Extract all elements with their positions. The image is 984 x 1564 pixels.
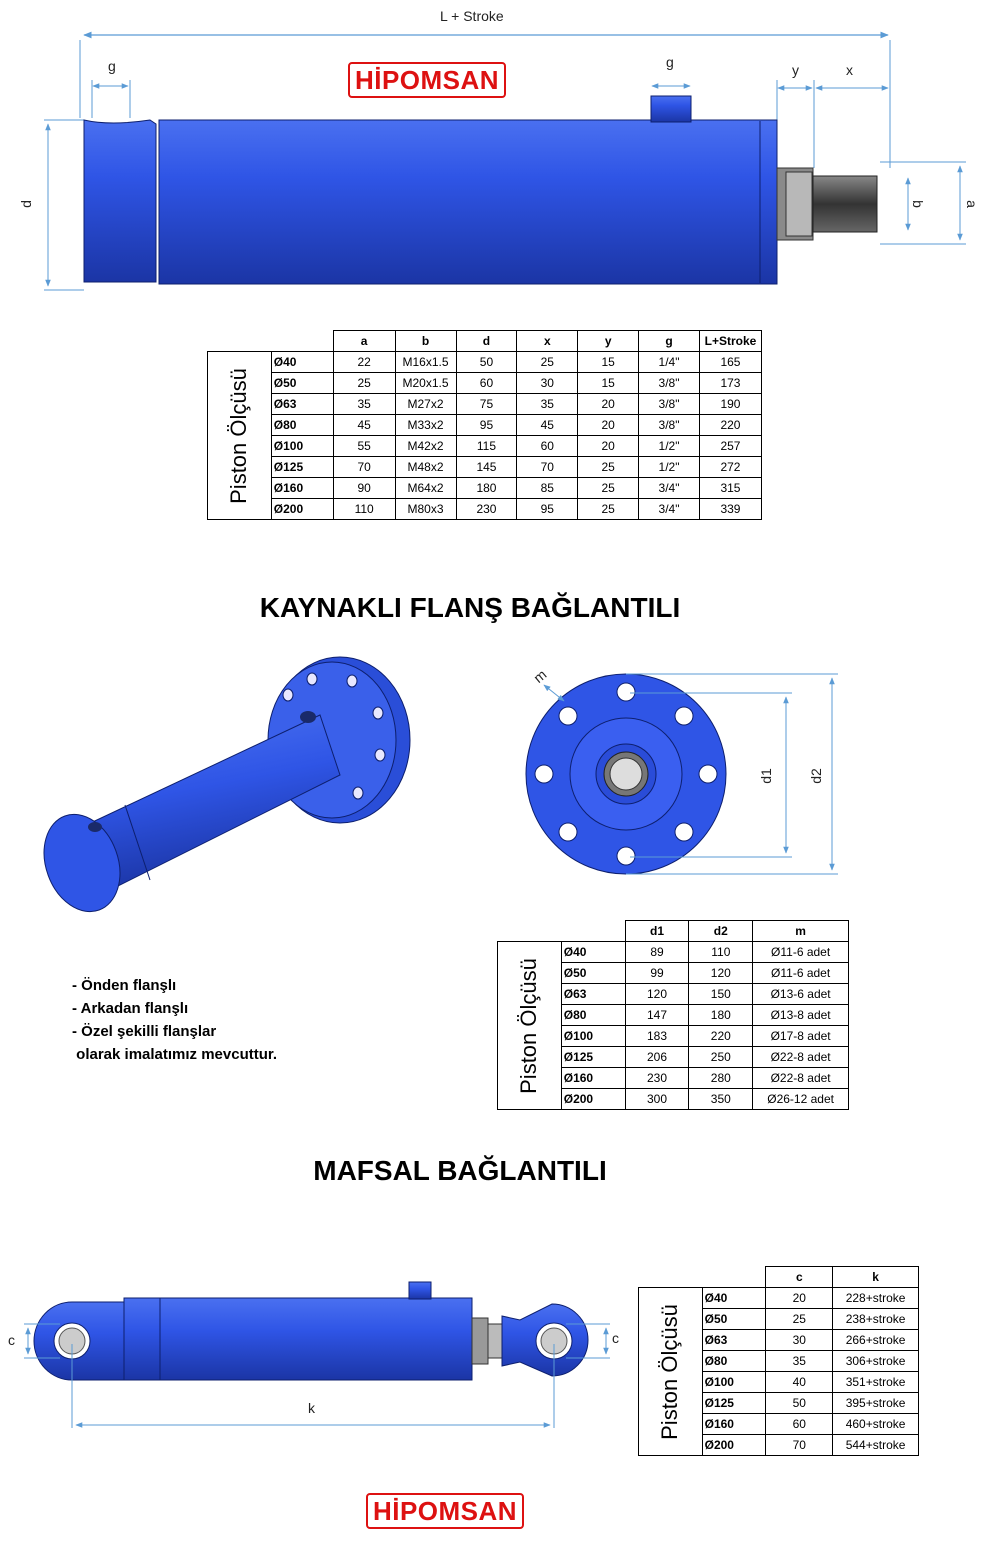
table-cell: 180 [456, 478, 517, 499]
dim-c-right-label: c [612, 1330, 619, 1346]
clevis-cylinder-drawing [0, 1280, 630, 1430]
table-cell: M33x2 [395, 415, 456, 436]
row-header: Ø63 [561, 984, 625, 1005]
table-cell: 55 [333, 436, 395, 457]
table-row [498, 942, 849, 963]
table-cell: 351+stroke [833, 1372, 919, 1393]
table-cell: 147 [625, 1005, 689, 1026]
column-header: L+Stroke [699, 331, 761, 352]
row-header: Ø80 [561, 1005, 625, 1026]
table-cell: 220 [689, 1026, 753, 1047]
table-cell: 315 [699, 478, 761, 499]
table-cell: 300 [625, 1089, 689, 1110]
table-cell: 20 [766, 1288, 833, 1309]
table-cell: 75 [456, 394, 517, 415]
table-cell: 85 [517, 478, 578, 499]
table-cell: 220 [699, 415, 761, 436]
dim-d2-label: d2 [807, 768, 824, 784]
row-header: Ø200 [561, 1089, 625, 1110]
row-header: Ø100 [271, 436, 333, 457]
table-cell: Ø22-8 adet [753, 1047, 849, 1068]
row-header: Ø63 [702, 1330, 766, 1351]
table-cell: 25 [578, 457, 639, 478]
header-blank [498, 921, 626, 942]
table-header-row [639, 1267, 919, 1288]
row-header: Ø160 [561, 1068, 625, 1089]
table-cell: 25 [333, 373, 395, 394]
row-header: Ø50 [271, 373, 333, 394]
table-cell: 350 [689, 1089, 753, 1110]
row-header: Ø40 [271, 352, 333, 373]
column-header: b [395, 331, 456, 352]
table-cell: 190 [699, 394, 761, 415]
table-cell: 120 [689, 963, 753, 984]
column-header: c [766, 1267, 833, 1288]
table-cell: Ø13-6 adet [753, 984, 849, 1005]
table-cell: M42x2 [395, 436, 456, 457]
table-row [208, 373, 762, 394]
table-cell: 25 [578, 499, 639, 520]
table-cell: 40 [766, 1372, 833, 1393]
column-header: y [578, 331, 639, 352]
table-row [208, 499, 762, 520]
table-cell: 25 [766, 1309, 833, 1330]
table-row [208, 457, 762, 478]
clevis-dimensions-table [638, 1266, 919, 1456]
table-row [208, 478, 762, 499]
table-cell: 50 [456, 352, 517, 373]
table-cell: 3/8" [639, 394, 700, 415]
table-cell: M80x3 [395, 499, 456, 520]
table-cell: Ø11-6 adet [753, 963, 849, 984]
table-cell: 266+stroke [833, 1330, 919, 1351]
table-cell: 45 [517, 415, 578, 436]
clevis-section-title: MAFSAL BAĞLANTILI [313, 1155, 607, 1186]
dim-b-label: b [909, 200, 926, 208]
table-cell: 544+stroke [833, 1435, 919, 1456]
header-blank [639, 1267, 766, 1288]
note-line-4: olarak imalatımız mevcuttur. [72, 1046, 278, 1063]
table-cell: 70 [517, 457, 578, 478]
table-cell: 95 [456, 415, 517, 436]
table-cell: 15 [578, 352, 639, 373]
header-blank [208, 331, 334, 352]
table-cell: M64x2 [395, 478, 456, 499]
row-header: Ø100 [702, 1372, 766, 1393]
row-header: Ø80 [271, 415, 333, 436]
table-cell: 15 [578, 373, 639, 394]
table-cell: 45 [333, 415, 395, 436]
note-line-2: - Arkadan flanşlı [72, 1000, 189, 1017]
row-group-label-cell [208, 352, 272, 520]
table-cell: 150 [689, 984, 753, 1005]
table-cell: 20 [578, 415, 639, 436]
table-cell: 35 [766, 1351, 833, 1372]
table-header-row [498, 921, 849, 942]
row-group-label: Piston Ölçüsü [516, 957, 542, 1094]
row-group-label-cell [498, 942, 562, 1110]
table-cell: 20 [578, 394, 639, 415]
column-header: g [639, 331, 700, 352]
dim-total-label: L + Stroke [440, 8, 504, 24]
dim-g-right-label: g [666, 54, 674, 70]
table-cell: M16x1.5 [395, 352, 456, 373]
table-cell: 120 [625, 984, 689, 1005]
table-cell: 206 [625, 1047, 689, 1068]
table-cell: 99 [625, 963, 689, 984]
table-cell: 230 [625, 1068, 689, 1089]
column-header: a [333, 331, 395, 352]
table-cell: 3/8" [639, 415, 700, 436]
table-cell: 1/2" [639, 457, 700, 478]
table-cell: 110 [333, 499, 395, 520]
table-cell: 110 [689, 942, 753, 963]
table-cell: 306+stroke [833, 1351, 919, 1372]
table-row [208, 394, 762, 415]
table-cell: 35 [333, 394, 395, 415]
table-cell: Ø17-8 adet [753, 1026, 849, 1047]
table-cell: M20x1.5 [395, 373, 456, 394]
row-header: Ø125 [702, 1393, 766, 1414]
dim-a-label: a [963, 200, 980, 208]
row-header: Ø100 [561, 1026, 625, 1047]
table-cell: 60 [766, 1414, 833, 1435]
table-cell: M48x2 [395, 457, 456, 478]
dim-k-label: k [308, 1400, 315, 1416]
table-cell: 250 [689, 1047, 753, 1068]
table-cell: 50 [766, 1393, 833, 1414]
table-cell: 22 [333, 352, 395, 373]
table-cell: Ø26-12 adet [753, 1089, 849, 1110]
table-cell: 257 [699, 436, 761, 457]
row-header: Ø50 [561, 963, 625, 984]
table-cell: 339 [699, 499, 761, 520]
row-header: Ø125 [561, 1047, 625, 1068]
dim-x-label: x [846, 62, 853, 78]
dim-d1-label: d1 [757, 768, 774, 784]
table-cell: M27x2 [395, 394, 456, 415]
table-cell: 460+stroke [833, 1414, 919, 1435]
row-header: Ø63 [271, 394, 333, 415]
table-cell: 165 [699, 352, 761, 373]
table-cell: 90 [333, 478, 395, 499]
table-header-row [208, 331, 762, 352]
row-header: Ø50 [702, 1309, 766, 1330]
row-header: Ø40 [561, 942, 625, 963]
table-cell: 35 [517, 394, 578, 415]
table-cell: 30 [766, 1330, 833, 1351]
column-header: d2 [689, 921, 753, 942]
cylinder-dimensions-table [207, 330, 762, 520]
dim-m-label: m [530, 666, 550, 686]
table-cell: 230 [456, 499, 517, 520]
table-cell: 60 [517, 436, 578, 457]
table-cell: Ø11-6 adet [753, 942, 849, 963]
note-line-3: - Özel şekilli flanşlar [72, 1023, 217, 1040]
row-header: Ø160 [271, 478, 333, 499]
dim-g-left-label: g [108, 58, 116, 74]
note-line-1: - Önden flanşlı [72, 977, 177, 994]
row-header: Ø160 [702, 1414, 766, 1435]
table-cell: 70 [333, 457, 395, 478]
flange-cylinder-3d [40, 655, 420, 925]
row-header: Ø200 [702, 1435, 766, 1456]
table-cell: 25 [578, 478, 639, 499]
row-group-label: Piston Ölçüsü [226, 367, 252, 504]
table-cell: 173 [699, 373, 761, 394]
row-header: Ø80 [702, 1351, 766, 1372]
table-cell: 145 [456, 457, 517, 478]
table-cell: 272 [699, 457, 761, 478]
flange-notes [72, 974, 352, 1066]
dim-y-label: y [792, 62, 799, 78]
brand-logo-top: HİPOMSAN [348, 62, 506, 98]
table-cell: 395+stroke [833, 1393, 919, 1414]
table-cell: 30 [517, 373, 578, 394]
table-cell: 183 [625, 1026, 689, 1047]
column-header: m [753, 921, 849, 942]
table-row [208, 436, 762, 457]
table-cell: 3/4" [639, 478, 700, 499]
row-header: Ø40 [702, 1288, 766, 1309]
column-header: x [517, 331, 578, 352]
table-cell: 20 [578, 436, 639, 457]
table-cell: 3/4" [639, 499, 700, 520]
column-header: d [456, 331, 517, 352]
column-header: k [833, 1267, 919, 1288]
table-cell: 280 [689, 1068, 753, 1089]
brand-logo-bottom: HİPOMSAN [366, 1493, 524, 1529]
flange-section-title: KAYNAKLI FLANŞ BAĞLANTILI [259, 592, 681, 623]
table-cell: 25 [517, 352, 578, 373]
table-cell: 1/2" [639, 436, 700, 457]
table-row [208, 352, 762, 373]
table-row [639, 1288, 919, 1309]
table-cell: Ø22-8 adet [753, 1068, 849, 1089]
table-cell: 70 [766, 1435, 833, 1456]
dim-c-left-label: c [8, 1332, 15, 1348]
table-cell: 3/8" [639, 373, 700, 394]
table-cell: 1/4" [639, 352, 700, 373]
table-cell: 228+stroke [833, 1288, 919, 1309]
table-cell: 89 [625, 942, 689, 963]
table-cell: 180 [689, 1005, 753, 1026]
row-header: Ø200 [271, 499, 333, 520]
dim-d-label: d [17, 200, 34, 208]
table-cell: 60 [456, 373, 517, 394]
row-header: Ø125 [271, 457, 333, 478]
flange-dimensions-table [497, 920, 849, 1110]
table-cell: Ø13-8 adet [753, 1005, 849, 1026]
table-cell: 115 [456, 436, 517, 457]
table-cell: 95 [517, 499, 578, 520]
table-cell: 238+stroke [833, 1309, 919, 1330]
cylinder-drawing [0, 0, 984, 300]
column-header: d1 [625, 921, 689, 942]
row-group-label: Piston Ölçüsü [657, 1303, 683, 1440]
row-group-label-cell [639, 1288, 703, 1456]
table-row [208, 415, 762, 436]
